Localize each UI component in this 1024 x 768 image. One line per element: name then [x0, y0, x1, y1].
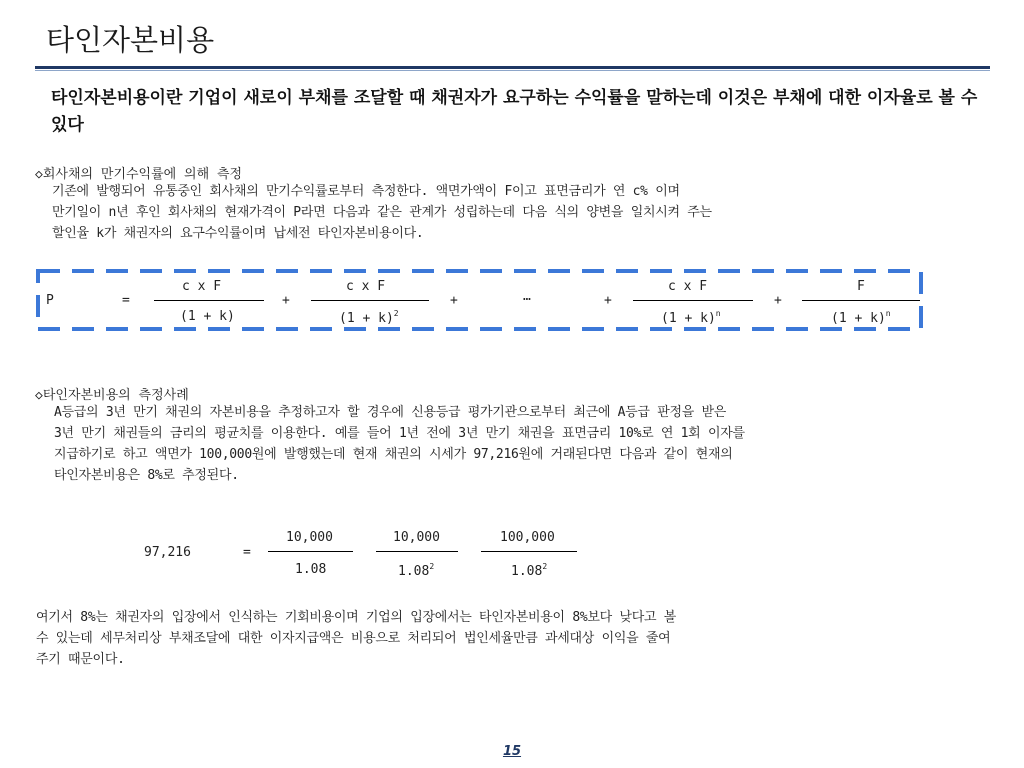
formula-numerator-4: F: [857, 279, 865, 294]
formula-equals: =: [122, 293, 130, 308]
title-divider-thin: [35, 70, 990, 71]
formula-ellipsis: …: [523, 289, 531, 304]
example-fraction-bar-2: [376, 551, 458, 552]
formula-denominator-3: $(1 + k)^n$: [661, 309, 721, 326]
example-fraction-bar-3: [481, 551, 577, 552]
section2-heading: ◇타인자본비용의 측정사례: [35, 388, 189, 403]
section1-heading: ◇회사채의 만기수익률에 의해 측정: [35, 167, 243, 182]
formula-plus-4: +: [774, 293, 782, 308]
section1-line: 만기일이 n년 후인 회사채의 현재가격이 P라면 다음과 같은 관계가 성립하는데 다음 식의 양변을 일치시켜 주는: [52, 205, 712, 220]
conclusion-paragraph: [36, 607, 676, 670]
section1-line: 할인율 k가 채권자의 요구수익률이며 납세전 타인자본비용이다.: [52, 226, 424, 241]
fraction-bar-2: [311, 300, 429, 301]
formula-plus-2: +: [450, 293, 458, 308]
example-fraction-bar-1: [268, 551, 353, 552]
section1-line: 기존에 발행되어 유통중인 회사채의 만기수익률로부터 측정한다. 액면가액이 F이고 표면금리가 연 c% 이며: [52, 184, 680, 199]
fraction-bar-3: [633, 300, 753, 301]
formula-numerator-2: c x F: [346, 279, 386, 294]
conclusion-line: 주기 때문이다.: [36, 652, 125, 667]
conclusion-line: 여기서 8%는 채권자의 입장에서 인식하는 기회비용이며 기업의 입장에서는 타인자본비용이 8%보다 낮다고 볼: [36, 610, 676, 625]
formula-numerator-3: c x F: [668, 279, 708, 294]
example-equals: =: [243, 545, 251, 560]
lead-paragraph: 타인자본비용이란 기업이 새로이 부채를 조달할 때 채권자가 요구하는 수익률을 말하는데 이것은 부채에 대한 이자율로 볼 수 있다: [51, 88, 978, 135]
formula-plus-3: +: [604, 293, 612, 308]
fraction-bar-4: [802, 300, 920, 301]
formula-denominator-4: $(1 + k)^n$: [831, 309, 891, 326]
formula-plus-1: +: [282, 293, 290, 308]
section2-line: 지급하기로 하고 액면가 100,000원에 발행했는데 현재 채권의 시세가 97,216원에 거래된다면 다음과 같이 현재의: [54, 447, 733, 462]
example-numerator-2: 10,000: [393, 530, 440, 545]
example-denominator-3: 1.08$^2$: [511, 562, 548, 579]
section2-body: [54, 402, 745, 486]
slide-title: 타인자본비용: [46, 23, 215, 57]
formula-denominator-1: (1 + k): [180, 309, 235, 324]
section2-line: 3년 만기 채권들의 금리의 평균치를 이용한다. 예를 들어 1년 전에 3년 만기 채권을 표면금리 10%로 연 1회 이자를: [54, 426, 745, 441]
example-numerator-1: 10,000: [286, 530, 333, 545]
example-denominator-1: 1.08: [295, 562, 327, 577]
section1-body: [52, 181, 712, 244]
example-numerator-3: 100,000: [500, 530, 555, 545]
page-number: 15: [502, 744, 522, 759]
bond-yield-formula: [36, 269, 923, 331]
fraction-bar-1: [154, 300, 264, 301]
formula-denominator-2: $(1 + k)^2$: [339, 309, 399, 326]
title-divider: [35, 66, 990, 69]
example-lhs-price: 97,216: [144, 545, 191, 560]
section2-line: 타인자본비용은 8%로 추정된다.: [54, 468, 239, 483]
section2-line: A등급의 3년 만기 채권의 자본비용을 추정하고자 할 경우에 신용등급 평가기관으로부터 최근에 A등급 판정을 받은: [54, 405, 727, 420]
example-denominator-2: 1.08$^2$: [398, 562, 435, 579]
conclusion-line: 수 있는데 세무처리상 부채조달에 대한 이자지급액은 비용으로 처리되어 법인세율만큼 과세대상 이익을 줄여: [36, 631, 671, 646]
formula-numerator-1: c x F: [182, 279, 222, 294]
formula-lhs-p: P: [46, 293, 54, 308]
